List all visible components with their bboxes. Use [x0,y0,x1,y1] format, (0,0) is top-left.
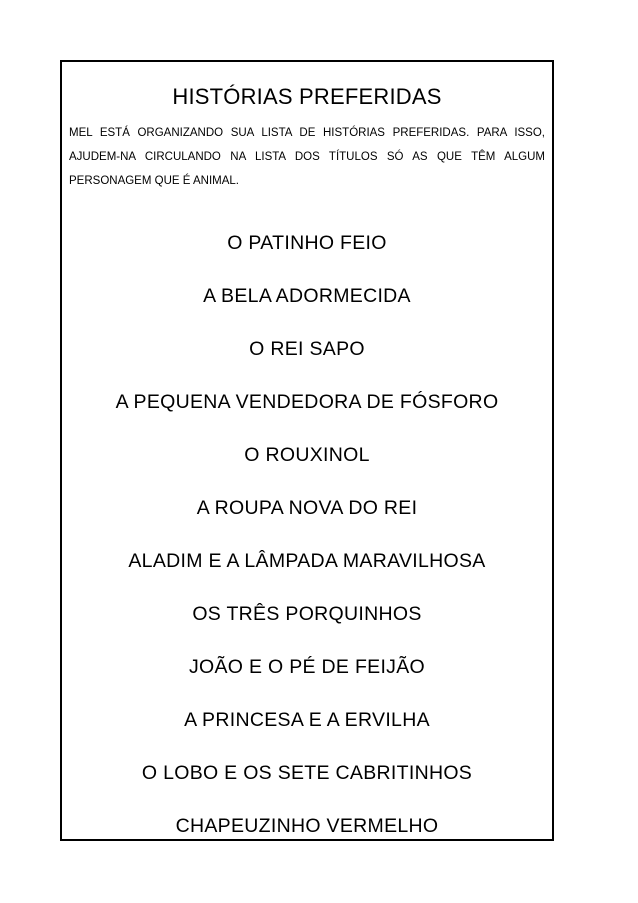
worksheet-instructions: MEL ESTÁ ORGANIZANDO SUA LISTA DE HISTÓRIAS PREFERIDAS. PARA ISSO, AJUDEM-NA CIRCULANDO NA LISTA DOS TÍTULOS SÓ AS QUE TÊM ALGUM PERSONAGEM QUE É ANIMAL. [69,127,545,187]
story-title: A BELA ADORMECIDA [203,285,411,307]
story-list [62,232,552,868]
story-title: O LOBO E OS SETE CABRITINHOS [141,762,473,784]
story-title: O ROUXINOL [244,444,370,466]
story-title: O PATINHO FEIO [227,232,387,254]
story-title: A PEQUENA VENDEDORA DE FÓSFORO [115,391,499,413]
story-title: O REI SAPO [249,338,365,360]
story-title: A PRINCESA E A ERVILHA [184,709,430,731]
story-title: ALADIM E A LÂMPADA MARAVILHOSA [128,550,486,572]
story-title: OS TRÊS PORQUINHOS [192,603,422,625]
story-title: CHAPEUZINHO VERMELHO [175,815,439,837]
worksheet-frame [60,60,554,841]
worksheet-title: HISTÓRIAS PREFERIDAS [172,84,442,109]
story-title: A ROUPA NOVA DO REI [196,497,418,519]
story-title: JOÃO E O PÉ DE FEIJÃO [188,656,425,678]
